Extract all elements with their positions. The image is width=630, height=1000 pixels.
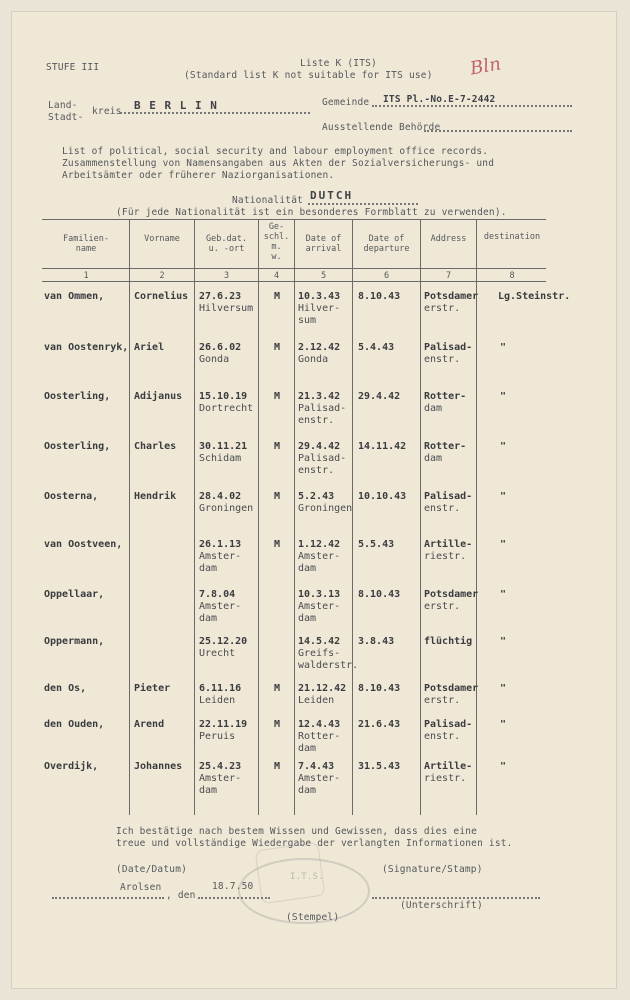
row-3-addr1: Rotter- [424,391,467,402]
row-7-birth1: 7.8.04 [199,589,236,600]
col-header-firstname: Vorname [144,234,180,244]
liste-title: Liste K (ITS) [300,58,377,69]
row-11-birth3: dam [199,785,218,796]
row-2-dest: " [500,342,507,353]
row-5-arr2: Groningen [298,503,353,514]
gemeinde-dotline [372,105,572,107]
faded-stamp-text: I.T.S. [290,872,324,882]
row-2-addr2: enstr. [424,354,461,365]
col-number-8: 8 [509,271,515,281]
row-11-birth1: 25.4.23 [199,761,242,772]
row-6-sex: M [274,539,281,550]
col-header-departure: Date of departure [363,234,410,254]
nationality-label: Nationalität [232,195,304,206]
row-3-first: Adijanus [134,391,183,402]
row-7-dest: " [500,589,507,600]
row-1-birth2: Hilversum [199,303,254,314]
row-7-birth2: Amster- [199,601,242,612]
intro-line-3: Arbeitsämter oder früherer Naziorganisationen. [62,170,335,181]
row-11-arr2: Amster- [298,773,341,784]
row-3-arr2: Palisad- [298,403,347,414]
row-5-dest: " [500,491,507,502]
row-9-dep1: 8.10.43 [358,683,401,694]
row-8-birth2: Urecht [199,648,236,659]
row-11-addr1: Artille- [424,761,473,772]
row-6-addr2: riestr. [424,551,467,562]
col-number-7: 7 [445,271,452,281]
gemeinde-value: ITS Pl.-No.E-7-2442 [383,94,496,105]
row-10-family: den Ouden, [44,719,105,730]
row-9-arr2: Leiden [298,695,335,706]
row-10-first: Arend [134,719,165,730]
row-2-addr1: Palisad- [424,342,473,353]
land-label: Land- [48,100,78,111]
row-11-arr1: 7.4.43 [298,761,335,772]
pencil-annotation: Bln [468,53,503,80]
row-11-family: Overdijk, [44,761,99,772]
row-2-first: Ariel [134,342,165,353]
col-divider-6 [420,219,421,815]
row-10-birth2: Peruis [199,731,236,742]
row-7-birth3: dam [199,613,218,624]
row-4-dest: " [500,441,507,452]
row-9-family: den Os, [44,683,87,694]
row-10-addr1: Palisad- [424,719,473,730]
col-header-sex: Ge- schl. m. w. [263,222,290,262]
col-divider-4 [294,219,295,815]
row-9-dest: " [500,683,507,694]
stempel-label: (Stempel) [286,912,340,923]
row-9-addr2: erstr. [424,695,461,706]
row-8-dest: " [500,636,507,647]
row-10-dest: " [500,719,507,730]
col-number-5: 5 [320,271,327,281]
row-11-birth2: Amster- [199,773,242,784]
row-9-birth1: 6.11.16 [199,683,242,694]
row-7-addr2: erstr. [424,601,461,612]
row-6-birth3: dam [199,563,218,574]
row-7-arr3: dam [298,613,317,624]
row-11-sex: M [274,761,281,772]
row-5-dep1: 10.10.43 [358,491,407,502]
row-4-arr3: enstr. [298,465,335,476]
row-3-arr1: 21.3.42 [298,391,341,402]
row-1-addr1: Potsdamer [424,291,479,302]
kreis-dotline [120,112,310,114]
row-2-birth2: Gonda [199,354,230,365]
col-divider-1 [129,219,130,815]
row-8-birth1: 25.12.20 [199,636,248,647]
confirm-line-2: treue und vollständige Wiedergabe der verlangten Informationen ist. [116,838,513,849]
row-9-birth2: Leiden [199,695,236,706]
row-6-addr1: Artille- [424,539,473,550]
row-4-sex: M [274,441,281,452]
nationality-dotline [308,203,418,205]
row-1-arr1: 10.3.43 [298,291,341,302]
stadt-label: Stadt- [48,112,84,123]
row-10-arr1: 12.4.43 [298,719,341,730]
row-10-arr2: Rotter- [298,731,341,742]
col-divider-3 [258,219,259,815]
row-8-addr1: flüchtig [424,636,473,647]
row-7-arr2: Amster- [298,601,341,612]
row-5-first: Hendrik [134,491,177,502]
row-6-dep1: 5.5.43 [358,539,395,550]
row-3-addr2: dam [424,403,443,414]
row-11-dest: " [500,761,507,772]
row-7-dep1: 8.10.43 [358,589,401,600]
row-2-birth1: 26.6.02 [199,342,242,353]
date-value: 18.7.50 [212,881,254,892]
row-6-arr2: Amster- [298,551,341,562]
col-header-address: Address [430,234,467,244]
row-5-addr2: enstr. [424,503,461,514]
nationality-note: (Für jede Nationalität ist ein besonderes Formblatt zu verwenden). [116,207,507,218]
row-7-addr1: Potsdamer [424,589,479,600]
row-8-arr3: walderstr. [298,660,359,671]
row-3-family: Oosterling, [44,391,111,402]
col-header-arrival: Date of arrival [305,234,342,254]
row-7-arr1: 10.3.13 [298,589,341,600]
den-label: , den [166,890,196,901]
nationality-value: DUTCH [310,189,354,202]
row-4-first: Charles [134,441,177,452]
row-2-arr2: Gonda [298,354,329,365]
row-11-addr2: riestr. [424,773,467,784]
col-number-6: 6 [383,271,390,281]
kreis-value: B E R L I N [134,99,218,112]
row-8-arr1: 14.5.42 [298,636,341,647]
row-5-birth1: 28.4.02 [199,491,242,502]
behoerde-label: Ausstellende Behörde [322,122,441,133]
col-divider-5 [352,219,353,815]
row-3-birth1: 15.10.19 [199,391,248,402]
row-4-birth2: Schidam [199,453,242,464]
signature-label: (Signature/Stamp) [382,864,483,875]
row-6-dest: " [500,539,507,550]
row-4-birth1: 30.11.21 [199,441,248,452]
row-8-dep1: 3.8.43 [358,636,395,647]
row-5-addr1: Palisad- [424,491,473,502]
row-3-birth2: Dortrecht [199,403,254,414]
row-7-family: Oppellaar, [44,589,105,600]
place-value: Arolsen [120,882,162,893]
row-10-dep1: 21.6.43 [358,719,401,730]
col-header-family: Familien- name [62,234,110,254]
col-number-1: 1 [83,271,89,281]
col-number-3: 3 [223,271,230,281]
row-5-arr1: 5.2.43 [298,491,335,502]
row-1-birth1: 27.6.23 [199,291,242,302]
row-8-arr2: Greifs- [298,648,341,659]
row-8-family: Oppermann, [44,636,105,647]
row-2-family: van Oostenryk, [44,342,129,353]
row-4-addr2: dam [424,453,443,464]
row-6-birth2: Amster- [199,551,242,562]
row-6-family: van Oostveen, [44,539,123,550]
row-4-dep1: 14.11.42 [358,441,407,452]
row-1-dep1: 8.10.43 [358,291,401,302]
intro-line-1: List of political, social security and labour employment office records. [62,146,489,157]
intro-line-2: Zusammenstellung von Namensangaben aus Akten der Sozialversicherungs- und [62,158,495,169]
row-9-addr1: Potsdamer [424,683,479,694]
col-number-4: 4 [273,271,280,281]
row-1-sex: M [274,291,281,302]
row-11-first: Johannes [134,761,183,772]
row-9-arr1: 21.12.42 [298,683,347,694]
gemeinde-label: Gemeinde [322,97,370,108]
row-10-arr3: dam [298,743,317,754]
row-11-arr3: dam [298,785,317,796]
row-10-sex: M [274,719,281,730]
row-1-family: van Ommen, [44,291,105,302]
row-1-arr2: Hilver- [298,303,341,314]
row-1-arr3: sum [298,315,317,326]
row-6-birth1: 26.1.13 [199,539,242,550]
row-10-addr2: enstr. [424,731,461,742]
col-divider-7 [476,219,477,815]
row-9-first: Pieter [134,683,171,694]
col-header-birth: Geb.dat. u. -ort [206,234,247,254]
row-3-dest: " [500,391,507,402]
row-1-dest: Lg.Steinstr. [498,291,571,302]
row-6-arr3: dam [298,563,317,574]
behoerde-dotline [424,130,572,132]
standard-note: (Standard list K not suitable for ITS use) [184,70,433,81]
date-label: (Date/Datum) [116,864,188,875]
row-4-family: Oosterling, [44,441,111,452]
confirm-line-1: Ich bestätige nach bestem Wissen und Gewissen, dass dies eine [116,826,478,837]
row-1-first: Cornelius [134,291,189,302]
row-5-birth2: Groningen [199,503,254,514]
unterschrift-label: (Unterschrift) [400,900,483,911]
row-5-family: Oosterna, [44,491,99,502]
kreis-label: kreis [92,106,122,117]
row-11-dep1: 31.5.43 [358,761,401,772]
col-divider-2 [194,219,195,815]
row-6-arr1: 1.12.42 [298,539,341,550]
row-2-dep1: 5.4.43 [358,342,395,353]
row-3-sex: M [274,391,281,402]
row-10-birth1: 22.11.19 [199,719,248,730]
row-9-sex: M [274,683,281,694]
stufe-label: STUFE III [46,62,100,73]
row-4-arr2: Palisad- [298,453,347,464]
row-4-addr1: Rotter- [424,441,467,452]
row-3-dep1: 29.4.42 [358,391,401,402]
col-header-destination: destination [483,232,541,242]
col-number-2: 2 [159,271,165,281]
row-4-arr1: 29.4.42 [298,441,341,452]
place-dotline [52,897,164,899]
row-2-arr1: 2.12.42 [298,342,341,353]
row-5-sex: M [274,491,281,502]
signature-dotline [372,897,540,899]
row-3-arr3: enstr. [298,415,335,426]
row-2-sex: M [274,342,281,353]
row-1-addr2: erstr. [424,303,461,314]
